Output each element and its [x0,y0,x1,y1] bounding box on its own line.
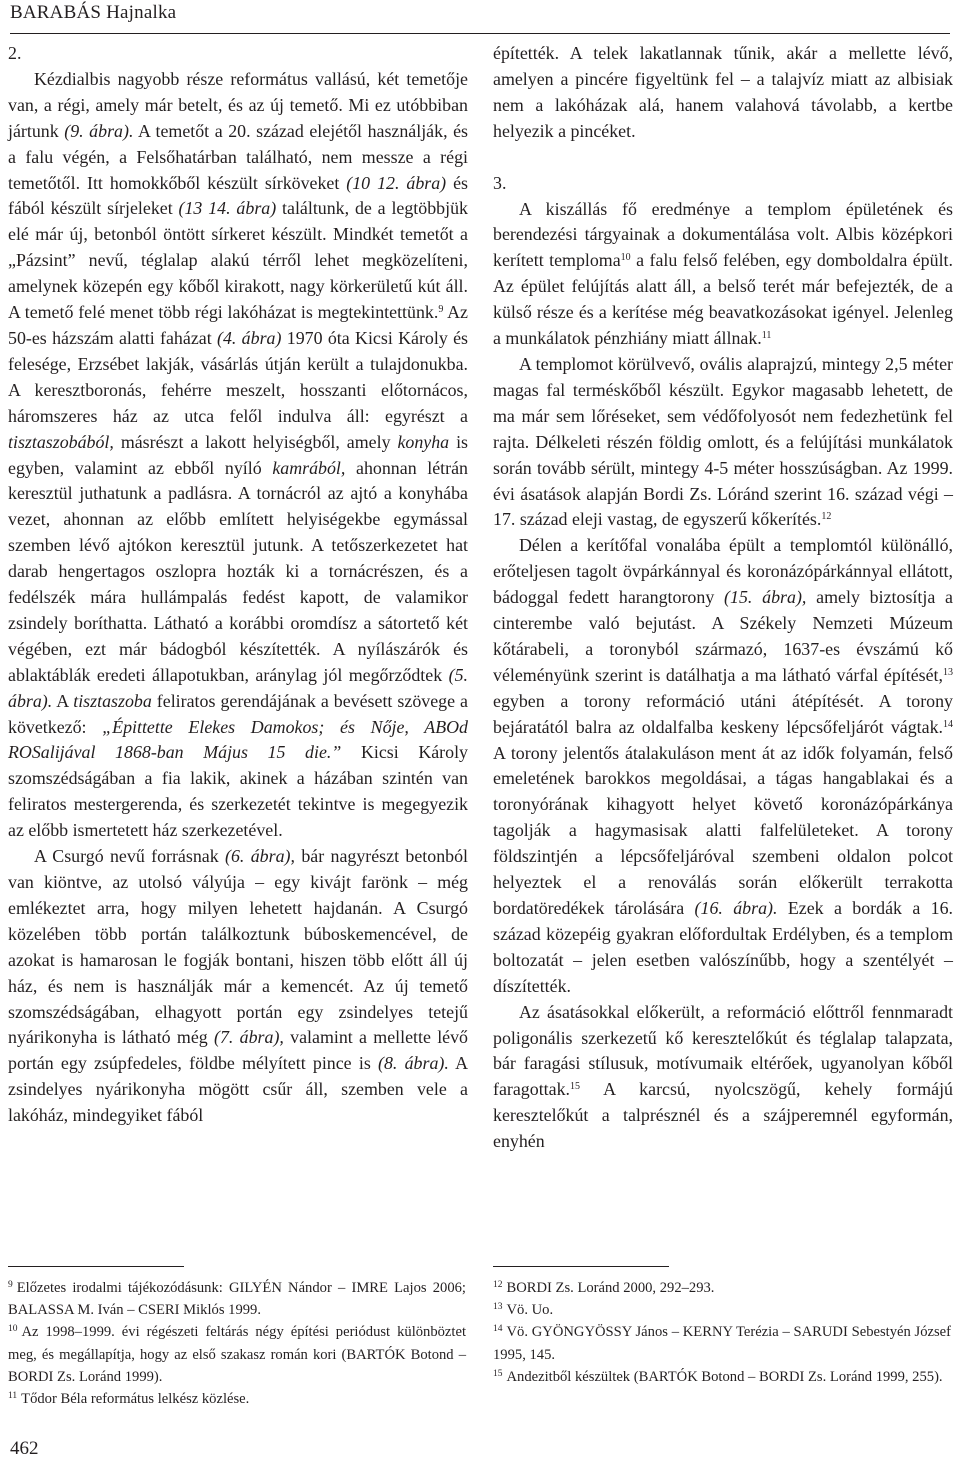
section-gap [493,145,953,171]
paragraph [493,41,953,145]
footnote-number: 10 [8,1324,18,1335]
footnote-rule [8,1266,184,1267]
footnote-number: 14 [493,1324,503,1335]
footnote-ref: 11 [761,330,772,342]
footnote-text: BORDI Zs. Loránd 2000, 292–293. [506,1280,715,1296]
text-run: másrészt a lakott helyiségből, amely [113,431,398,452]
footnote-number: 9 [8,1280,13,1290]
text-run: egyben a torony reformáció utáni átépítését. A torony bejáratától balra az oldalfalba keskeny lépcsőfeljárót vágtak. [493,690,953,737]
footnotes-right [493,1277,951,1388]
italic-text: tisztaszoba [73,690,152,711]
right-lead-paragraph [493,41,953,145]
text-run: Kézdialbis nagyobb része református vallású, két temetője van, a régi, amely már betelt, és az új temető. Mi ez utóbbiban jártunk [8,68,468,141]
footnotes-left [8,1277,466,1410]
page-number: 462 [10,1438,39,1459]
text-run: A [52,690,74,711]
footnote [493,1321,951,1365]
text-run: A karcsú, nyolcszögű, kehely formájú keresztelőkút a talprésznél és a szájperemnél egyformán, enyhén [493,1079,953,1152]
text-run: valamint a mellette lévő portán egy zsúpfedeles, földbe mélyített pince is [8,1027,468,1074]
text-run: A templomot körülvevő, ovális alaprajzú, mintegy 2,5 méter magas fal terméskőből készült. Egykor magasabb lehetett, de ma már sem lőréseket, sem védőfolyosót nem fedezhetünk fel rajta. Délkeleti részén földig omlott, és a felújítási munkálatok során tovább sérült, mintegy 4-5 méter hosszúságban. Az 1999. évi ásatások alapján Bordi Zs. Lóránd szerint 16. század végi – 17. század eleji vastag, de egyszerű kőkerítés. [493,353,953,530]
footnote-number: 13 [493,1302,503,1313]
footnote-text: Vö. Uo. [506,1302,554,1319]
footnote-rule [493,1266,669,1267]
footnote [493,1366,951,1388]
italic-text: (4. ábra) [217,327,282,348]
header-rule [10,33,950,34]
italic-text: (13 14. ábra) [178,198,277,219]
footnote [8,1388,466,1410]
italic-text: (10 12. ábra) [346,172,447,193]
footnote-ref: 13 [943,666,953,678]
paragraph [8,67,468,844]
footnote-text: Andezitből készültek (BARTÓK Botond – BORDI Zs. Loránd 1999, 255). [506,1368,943,1385]
italic-text: konyha [397,431,450,452]
footnote-number: 12 [493,1280,503,1290]
text-run: Kicsi Károly szomszédságában a fia lakik, akinek a házában szintén van feliratos mestergerenda, és szerkezetét tekintve is megegyezik az előbb ismertetett ház szerkezetével. [8,742,468,841]
footnote-text: Vö. GYÖNGYÖSSY János – KERNY Terézia – SARUDI Sebestyén József 1995, 145. [493,1324,951,1363]
text-run: és fából készült sírjeleket [8,172,468,219]
footnote [8,1277,466,1321]
footnote-ref: 10 [620,252,631,264]
text-run: 1970 óta Kicsi Károly és felesége, Erzsébet lakják, vásárlás útján került a tulajdonukba. A keresztboronás, fehérre meszelt, hosszanti előtornácos, háromszeres ház az utca felől indulva áll: egyrészt a [8,327,468,426]
paragraph [493,1000,953,1155]
text-run: Ezek a bordák a 16. század közepéig gyakran előfordultak Erdélyben, és a templom boltozatát – jelen esetben valószínűbb, hogy a szentélyét – díszítették. [493,898,953,996]
text-run: Az 50-es házszám alatti faházat [8,302,468,348]
paragraph [493,533,953,999]
paragraph [493,352,953,533]
footnote-ref: 12 [821,511,832,523]
text-run: építették. A telek lakatlannak tűnik, akár a mellette lévő, amelyen a pincére figyeltünk fel – a talajvíz miatt az albisiak nem a lakóházak alá, hanem valahová távolabb, a kertbe helyezik a pincéket. [493,43,953,141]
footnote [493,1299,951,1321]
text-run: találtunk, de a legtöbbjük elé már új, betonból öntött sírkeret készült. Mindkét temetőt a „Pázsint” nevű, téglalap alakú térről lehet megközelíteni, amelynek közepén egy kőből kirakott, nagy körkerületű kút áll. A temető felé menet több régi lakóházat is megtekintettünk. [8,198,468,323]
footnote-number: 15 [493,1368,503,1379]
italic-text: (8. ábra). [378,1053,449,1074]
italic-text: (6. ábra), [225,846,295,867]
footnote-ref: 9 [438,304,444,316]
footnote-text: Tődor Béla református lelkész közlése. [21,1391,250,1408]
text-run: feliratos gerendájának a bevésett szövege a következő: [8,690,469,737]
footnote-text: Előzetes irodalmi tájékozódásunk: GILYÉN Nándor – IMRE Lajos 2006; BALASSA M. Iván – CSERI Miklós 1999. [8,1280,466,1319]
running-head: BARABÁS Hajnalka [10,2,177,23]
italic-text: (9. ábra). [64,120,134,141]
footnote [8,1321,466,1388]
italic-text: tisztaszobából, [8,431,114,452]
left-column [8,41,468,1129]
footnote-number: 11 [8,1391,18,1402]
text-run: Délen a kerítőfal vonalába épült a templomtól különálló, erőteljesen tagolt övpárkánnyal és koronázópárkánnyal ellátott, bádoggal fedett harangtorony [493,535,953,608]
right-paragraphs [493,197,953,1156]
italic-text: (7. ábra), [214,1027,284,1048]
paragraph [8,844,468,1129]
footnote-ref: 15 [570,1081,580,1093]
section-number: 3. [493,172,507,193]
italic-text: (5. ábra). [8,664,468,711]
italic-text: (15. ábra), [724,587,807,608]
footnote [493,1277,951,1299]
footnote-ref: 14 [943,718,953,730]
text-run: ahonnan létrán keresztül juthatunk a padlásra. A tornácról az ajtó a konyhába vezet, ahonnan az előbb említett helyiségekbe egymással szemben lévő ajtókon keresztül jutunk. A tetőszerkezetet hat darab hengertagos oszlopra hozták ki a tornácrészen, és a fedélszék mára hullámpalás fedést kapott, de valamikor zsindely boríthatta. Látható a korábbi oromdísz a sátortető két végében, ezt már bádogból készítették. A nyílászárók és ablaktáblák eredeti állapotukban, aránylag jól megőrződtek [8,457,468,685]
italic-text: (16. ábra). [694,898,778,918]
text-run: is egyben, valamint az ebből nyíló [8,431,469,478]
text-run: A temetőt a 20. század elejétől használják, és a falu végén, a Felsőhatárban található, nem messze a régi temetőtől. Itt homokkőből készült sírköveket [8,120,469,193]
text-run: A zsindelyes nyárikonyha mögött csűr áll, szemben vele a lakóház, mindegyiket fából [8,1053,469,1126]
left-paragraphs [8,67,468,1129]
text-run: A kiszállás fő eredménye a templom épületének és berendezési tárgyainak a dokumentálása volt. Albis középkori kerített temploma [493,198,953,271]
footnote-text: Az 1998–1999. évi régészeti feltárás négy építési periódust különböztet meg, és megállapítja, hogy az első szakasz román kori (BARTÓK Botond – BORDI Zs. Loránd 1999). [8,1324,466,1385]
text-run: bár nagyrészt betonból van kiöntve, az utolsó vályúja – egy kivájt farönk – még emlékeztet arra, hogy milyen lehetett hajdanán. A Csurgó közelében több portán találkoztunk búboskemencével, de azokat is hamarosan le fogják bontani, hiszen több előtt áll új ház, és nem is használják már a kemencét. Az új temető szomszédságában, elhagyott portán egy zsindelyes tetejű nyárikonyha is látható még [8,846,469,1048]
text-run: amely biztosítja a cinterembe való bejutást. A Székely Nemzeti Múzeum kőtárabeli, a toronyból származó, 1637-es évszámú kő véleményünk szerint is datálhatja a ma látható várfal építését, [493,587,953,685]
italic-text: „Épittette Elekes Damokos; és Nője, ABOd ROSalijával 1868-ban Május 15 die.” [8,716,468,763]
text-run: a falu felső felében, egy domboldalra épült. Az épület felújítás alatt áll, a belső terét már befejezték, de a külső része és a kerítése még beavatkozásokat igényel. Jelenleg a munkálatok pénzhiány miatt állnak. [493,250,953,349]
right-column [493,41,953,1155]
text-run: A torony jelentős átalakuláson ment át az idők folyamán, felső emeletének barokkos megoldásai, a tágas hangablakai és a toronyórának kihagyott helyet követő koronázópárkánya tagolják a hagymasisak alatti falfelületeket. A torony földszintjén a lépcsőfeljáróval szembeni oldalon polcot helyeztek el a renoválás során előkerült terrakotta bordatöredékek tárolására [493,742,953,918]
text-run: A Csurgó nevű forrásnak [34,846,226,867]
text-run: Az ásatásokkal előkerült, a reformáció előttről fennmaradt poligonális szerkezetű kő keresztelőkút és téglalap talapzata, bár faragási stílusuk, motívumaik eltérőek, ugyanolyan kőből faragottak. [493,1001,953,1100]
section-number: 2. [8,43,22,63]
italic-text: kamrából, [272,457,346,478]
paragraph [493,197,953,352]
